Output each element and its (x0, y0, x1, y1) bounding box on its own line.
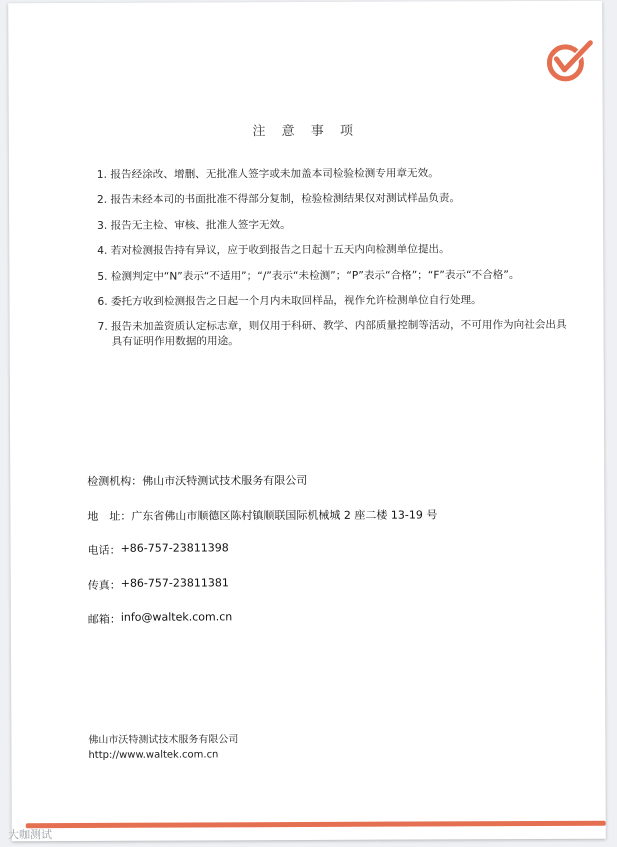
fax-value: +86-757-23811381 (120, 575, 229, 590)
notice-item: 1. 报告经涂改、增删、无批准人签字或未加盖本司检验检测专用章无效。 (96, 167, 439, 181)
company-info (87, 471, 568, 646)
document-page (8, 1, 606, 842)
bottom-accent-bar (26, 821, 606, 829)
watermark: 大咖测试 (8, 828, 52, 841)
footer-company-name: 佛山市沃特测试技术服务有限公司 (88, 734, 239, 746)
phone-value: +86-757-23811398 (120, 541, 229, 555)
address-label: 地 址： (87, 509, 132, 523)
notice-item: 4. 若对检测报告持有异议，应于收到报告之日起十五天内向检测单位提出。 (97, 243, 450, 258)
email-row (88, 609, 568, 646)
waltek-logo-icon (544, 37, 594, 83)
notice-item: 7. 报告未加盖资质认定标志章，则仅用于科研、教学、内部质量控制等活动，不可用作为向社会出具具有证明作用数据的用途。 (97, 319, 567, 349)
org-value: 佛山市沃特测试技术服务有限公司 (142, 473, 308, 488)
fax-row (88, 574, 568, 611)
phone-row (88, 540, 568, 577)
notice-title: 注 意 事 项 (252, 123, 359, 140)
address-value: 广东省佛山市顺德区陈村镇顺联国际机械城 2 座二楼 13-19 号 (131, 507, 438, 523)
notice-item: 6. 委托方收到检测报告之日起一个月内未取回样品，视作允许检测单位自行处理。 (97, 294, 482, 308)
footer-url: http://www.waltek.com.cn (88, 749, 219, 761)
email-value: info@waltek.com.cn (120, 610, 233, 624)
notice-item: 2. 报告未经本司的书面批准不得部分复制，检验检测结果仅对测试样品负责。 (97, 192, 461, 207)
notice-item: 3. 报告无主检、审核、批准人签字无效。 (97, 218, 291, 232)
address-row (87, 505, 567, 542)
notice-list (97, 166, 568, 361)
org-label: 检测机构： (87, 474, 143, 488)
footer (88, 731, 488, 763)
email-label: 邮箱： (87, 612, 121, 626)
notice-item: 5. 检测判定中“N”表示“不适用”；“/”表示“未检测”；“P”表示“合格”；“F”表示“不合格”。 (97, 268, 520, 283)
org-row (87, 471, 567, 508)
fax-label: 传真： (87, 578, 121, 592)
phone-label: 电话： (87, 543, 121, 557)
